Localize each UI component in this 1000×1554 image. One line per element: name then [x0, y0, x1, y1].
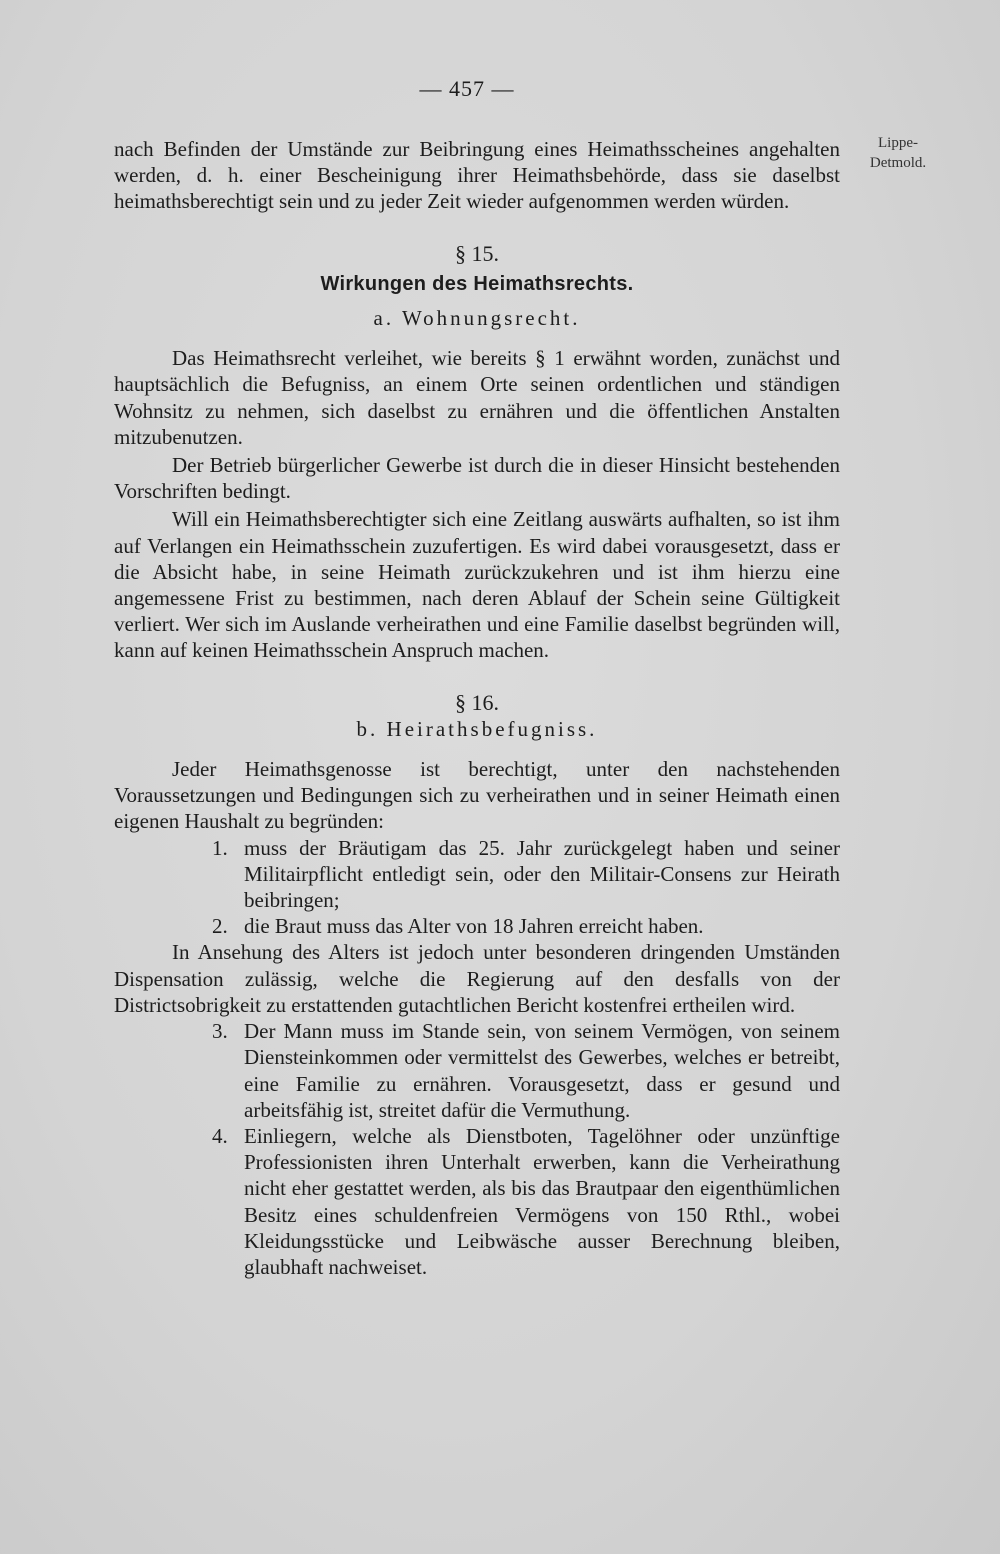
list-number: 3. — [212, 1019, 228, 1044]
list-text: Der Mann muss im Stande sein, von seinem Vermögen, von seinem Diensteinkommen oder vermittelst des Gewerbes, welches er betreibt, eine Familie zu ernähren. Vorausgesetzt, dass er gesund und arbeitsfähig ist, streitet dafür die Vermuthung. — [244, 1019, 840, 1122]
section-16-subtitle: b. Heirathsbefugniss. — [356, 716, 598, 741]
section-16-sign: § 16. — [455, 689, 499, 715]
section-16-middle: In Ansehung des Alters ist jedoch unter besonderen dringenden Umständen Dispensation zulässig, welche die Regierung auf den desfalls von der Districtsobrigkeit zu erstattenden gutachtlichen Bericht kostenfrei ertheilen wird. — [114, 940, 840, 1017]
margin-note-line-2: Detmold. — [869, 155, 927, 171]
body-text — [114, 136, 840, 1280]
list-number: 2. — [212, 914, 228, 939]
list-number: 4. — [212, 1123, 228, 1148]
section-15-paragraph: Der Betrieb bürgerlicher Gewerbe ist durch die in dieser Hinsicht bestehenden Vorschriften bedingt. — [114, 453, 840, 504]
list-number: 1. — [212, 835, 228, 860]
section-15-paragraph: Das Heimathsrecht verleihet, wie bereits § 1 erwähnt worden, zunächst und hauptsächlich die Befugniss, an einem Orte seinen ordentlichen und ständigen Wohnsitz zu nehmen, sich daselbst zu ernähren und die öffentlichen Anstalten mitzubenutzen. — [114, 346, 840, 449]
intro-paragraph: nach Befinden der Umstände zur Beibringung eines Heimathsscheines angehalten werden, d. h. einer Bescheinigung ihrer Heimathsbehörde, dass sie daselbst heimathsberechtigt sein und zu jeder Zeit wieder aufgenommen werden würden. — [114, 137, 840, 214]
list-item-1 — [114, 835, 840, 914]
section-15-subtitle: a. Wohnungsrecht. — [373, 306, 581, 331]
list-text: die Braut muss das Alter von 18 Jahren erreicht haben. — [244, 914, 704, 939]
list-item-2 — [114, 913, 840, 939]
list-text: muss der Bräutigam das 25. Jahr zurückgelegt haben und seiner Militairpflicht entledigt sein, oder den Militair-Consens zur Heirath beibringen; — [244, 835, 840, 913]
section-15-paragraph: Will ein Heimathsberechtigter sich eine Zeitlang auswärts aufhalten, so ist ihm auf Verlangen ein Heimathsschein zuzufertigen. Es wird dabei vorausgesetzt, dass er die Absicht habe, in seine Heimath zurückzukehren und ist ihm hierzu eine angemessene Frist zu bestimmen, nach deren Ablauf der Schein seine Gültigkeit verliert. Wer sich im Auslande verheirathen und eine Familie daselbst begründen will, kann auf keinen Heimathsschein Anspruch machen. — [114, 507, 840, 663]
list-text: Einliegern, welche als Dienstboten, Tagelöhner oder unzünftige Professionisten ihren Unterhalt erwerben, kann die Verheirathung nicht eher gestattet werden, als bis das Brautpaar den eigenthümlichen Besitz eines schuldenfreien Vermögens von 150 Rthl., wobei Kleidungsstücke und Leibwäsche ausser Berechnung bleiben, glaubhaft nachweiset. — [244, 1123, 840, 1279]
margin-note-line-1: Lippe- — [878, 135, 918, 151]
section-16-lead: Jeder Heimathsgenosse ist berechtigt, unter den nachstehenden Voraussetzungen und Bedingungen sich zu verheirathen und in seiner Heimath einen eigenen Haushalt zu begründen: — [114, 757, 840, 834]
section-15-title: Wirkungen des Heimathsrechts. — [320, 272, 634, 295]
margin-note — [848, 133, 948, 173]
list-item-4 — [114, 1123, 840, 1280]
section-15-sign: § 15. — [455, 240, 499, 266]
page-number: — 457 — — [419, 76, 515, 101]
list-item-3 — [114, 1018, 840, 1123]
